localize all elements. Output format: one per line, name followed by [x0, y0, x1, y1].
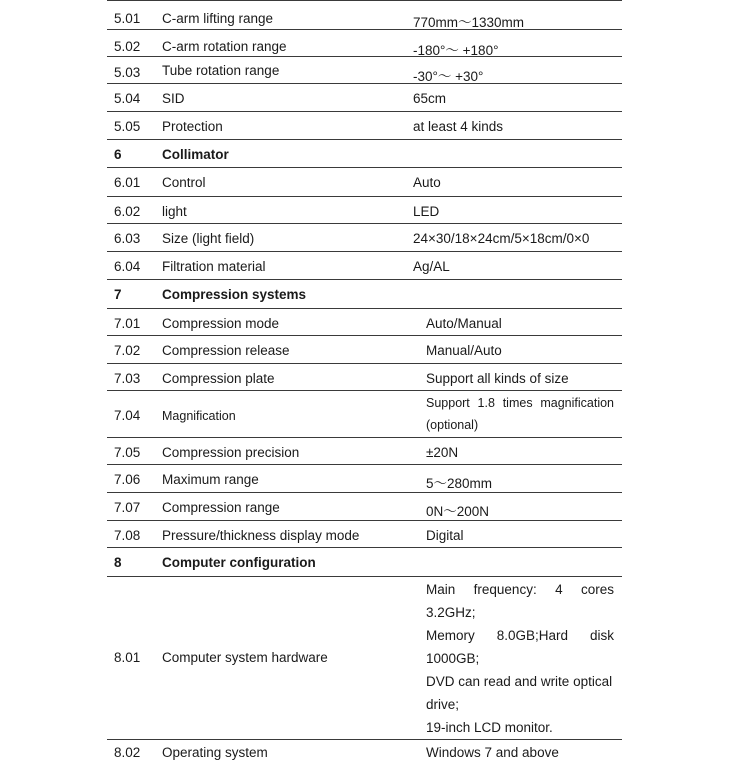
row-number: 7.01 [114, 316, 141, 331]
section-header-row [107, 140, 622, 168]
row-value: Windows 7 and above [426, 745, 559, 760]
row-number: 6.02 [114, 204, 141, 219]
row-value: 0N～200N [426, 504, 490, 519]
section-title: Compression systems [162, 287, 307, 302]
row-value: ±20N [426, 445, 459, 460]
row-value: 770mm～1330mm [413, 15, 525, 30]
table-row [107, 438, 622, 465]
row-value-line: 19-inch LCD monitor. [426, 720, 553, 735]
table-row [107, 197, 622, 224]
row-name: Maximum range [162, 472, 259, 487]
row-name: Computer system hardware [162, 650, 328, 665]
section-number: 7 [114, 287, 122, 302]
row-name: Compression precision [162, 445, 300, 460]
row-name: Magnification [162, 409, 236, 423]
row-number: 8.01 [114, 650, 141, 665]
row-name: Pressure/thickness display mode [162, 528, 360, 543]
row-value-line: drive; [426, 697, 460, 712]
row-name: light [162, 204, 187, 219]
row-number: 7.05 [114, 445, 141, 460]
spec-table [107, 0, 622, 770]
row-value: 5～280mm [426, 476, 493, 491]
section-title: Collimator [162, 147, 229, 162]
row-name: Control [162, 175, 206, 190]
row-value: -180°～ +180° [413, 43, 499, 58]
table-row [107, 84, 622, 112]
table-row [107, 391, 622, 438]
table-row [107, 740, 622, 770]
row-value-line: Support 1.8 times magnification [426, 396, 614, 410]
table-row [107, 252, 622, 280]
row-value: Auto [413, 175, 441, 190]
row-number: 5.05 [114, 119, 141, 134]
row-value: Digital [426, 528, 464, 543]
section-title: Computer configuration [162, 555, 316, 570]
row-value: Ag/AL [413, 259, 450, 274]
table-row [107, 57, 622, 84]
row-value: at least 4 kinds [413, 119, 504, 134]
row-name: Filtration material [162, 259, 266, 274]
row-value-line: Memory 8.0GB;Hard disk [426, 628, 614, 643]
row-number: 5.03 [114, 65, 141, 80]
row-name: C-arm rotation range [162, 39, 287, 54]
row-value: Manual/Auto [426, 343, 502, 358]
table-row [107, 30, 622, 57]
row-name: Compression range [162, 500, 280, 515]
section-number: 8 [114, 555, 122, 570]
row-number: 6.03 [114, 231, 141, 246]
row-value-line: Main frequency: 4 cores [426, 582, 614, 597]
row-name: Compression mode [162, 316, 280, 331]
row-value: 65cm [413, 91, 447, 106]
section-header-row [107, 548, 622, 577]
table-row [107, 577, 622, 740]
row-value: LED [413, 204, 440, 219]
row-value: -30°～ +30° [413, 69, 484, 84]
row-name: C-arm lifting range [162, 11, 274, 26]
table-row [107, 224, 622, 252]
row-number: 7.02 [114, 343, 141, 358]
row-name: Compression plate [162, 371, 275, 386]
table-row [107, 112, 622, 140]
row-value-line: 3.2GHz; [426, 605, 476, 620]
row-number: 7.04 [114, 408, 141, 423]
row-value: Support all kinds of size [426, 371, 569, 386]
row-value: Auto/Manual [426, 316, 502, 331]
row-value-line: (optional) [426, 418, 479, 432]
row-name: Protection [162, 119, 223, 134]
row-number: 7.06 [114, 472, 141, 487]
row-value: 24×30/18×24cm/5×18cm/0×0 [413, 231, 590, 246]
table-row [107, 521, 622, 548]
table-row [107, 465, 622, 493]
table-row [107, 364, 622, 391]
row-number: 6.04 [114, 259, 141, 274]
row-number: 7.08 [114, 528, 141, 543]
row-number: 5.04 [114, 91, 141, 106]
row-number: 8.02 [114, 745, 141, 760]
table-row [107, 309, 622, 336]
row-number: 5.02 [114, 39, 141, 54]
row-number: 7.07 [114, 500, 141, 515]
table-row [107, 0, 622, 30]
table-row [107, 493, 622, 521]
row-value-line: 1000GB; [426, 651, 480, 666]
row-name: Size (light field) [162, 231, 255, 246]
row-name: SID [162, 91, 185, 106]
row-name: Compression release [162, 343, 290, 358]
row-name: Tube rotation range [162, 63, 280, 78]
row-number: 7.03 [114, 371, 141, 386]
row-number: 5.01 [114, 11, 141, 26]
table-row [107, 168, 622, 197]
row-number: 6.01 [114, 175, 141, 190]
row-value-line: DVD can read and write optical [426, 674, 613, 689]
section-number: 6 [114, 147, 122, 162]
section-header-row [107, 280, 622, 309]
row-name: Operating system [162, 745, 268, 760]
table-row [107, 336, 622, 364]
